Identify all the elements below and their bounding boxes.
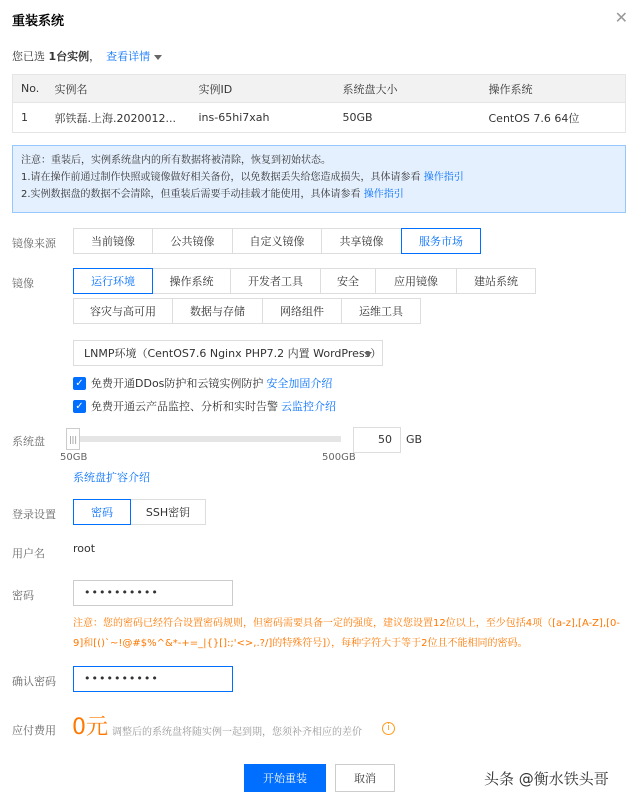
- disk-max-label: 500GB: [322, 452, 356, 463]
- chevron-down-icon[interactable]: [154, 55, 162, 60]
- image-category-row-2: [73, 298, 421, 324]
- fee-note: 调整后的系统盘将随实例一起到期，您须补齐相应的差价: [112, 727, 362, 738]
- image-source-marketplace[interactable]: 服务市场: [401, 228, 481, 254]
- guide-link-1[interactable]: 操作指引: [423, 172, 464, 183]
- username-value: root: [73, 542, 96, 555]
- category-ops-tools[interactable]: 运维工具: [341, 298, 421, 324]
- monitor-option: [73, 398, 336, 414]
- category-website[interactable]: 建站系统: [456, 268, 536, 294]
- col-header-os: 操作系统: [481, 75, 626, 103]
- image-source-group: [73, 228, 481, 254]
- guide-link-2[interactable]: 操作指引: [363, 189, 404, 200]
- table-row: [13, 103, 626, 133]
- notice-line-3: 2.实例数据盘的数据不会清除，但重装后需要手动挂载才能使用，具体请参看 操作指引: [21, 189, 404, 200]
- category-os[interactable]: 操作系统: [152, 268, 231, 294]
- category-security[interactable]: 安全: [320, 268, 376, 294]
- image-source-current[interactable]: 当前镜像: [73, 228, 153, 254]
- disk-expand-link[interactable]: 系统盘扩容介绍: [73, 471, 150, 484]
- cell-disk: 50GB: [335, 103, 481, 133]
- category-devtools[interactable]: 开发者工具: [230, 268, 321, 294]
- chevron-down-icon: [364, 352, 372, 357]
- category-runtime[interactable]: 运行环境: [73, 268, 153, 294]
- selection-suffix: ，: [89, 50, 101, 63]
- image-source-shared[interactable]: 共享镜像: [321, 228, 402, 254]
- notice-line-1: 注意：重装后，实例系统盘内的所有数据将被清除，恢复到初始状态。: [21, 155, 331, 166]
- monitor-intro-link[interactable]: 云监控介绍: [281, 400, 336, 413]
- login-password-option[interactable]: 密码: [73, 499, 131, 525]
- disk-min-label: 50GB: [60, 452, 88, 463]
- table-header-row: [13, 75, 626, 103]
- category-data-storage[interactable]: 数据与存储: [172, 298, 263, 324]
- image-source-label: 镜像来源: [12, 237, 56, 250]
- password-strength-warning: 注意：您的密码已经符合设置密码规则，但密码需要具备一定的强度，建议您设置12位以上，至少包括4项（[a-z],[A-Z],[0-9]和[()`~!@#$%^&*-+=_|{}[]:;'<>,.?/]的特殊符号]），每种字符大于等于2位且不能相同的密码。: [73, 618, 620, 649]
- image-source-custom[interactable]: 自定义镜像: [232, 228, 322, 254]
- image-select[interactable]: [73, 340, 383, 366]
- login-method-group: [73, 499, 206, 525]
- dialog-title: 重装系统: [12, 14, 65, 29]
- col-header-no: No.: [13, 75, 47, 103]
- username-label: 用户名: [12, 547, 45, 560]
- info-icon[interactable]: i: [382, 722, 395, 735]
- disk-unit: GB: [406, 433, 423, 446]
- confirm-password-input[interactable]: ••••••••••: [73, 666, 233, 692]
- ddos-option-label: 免费开通DDos防护和云镜实例防护: [91, 377, 264, 390]
- image-source-public[interactable]: 公共镜像: [152, 228, 233, 254]
- warning-notice: [12, 145, 626, 213]
- login-settings-label: 登录设置: [12, 508, 56, 521]
- fee-label: 应付费用: [12, 724, 56, 737]
- disk-slider-handle[interactable]: |||: [66, 428, 80, 450]
- check-icon[interactable]: ✓: [73, 400, 86, 413]
- confirm-password-label: 确认密码: [12, 675, 56, 688]
- disk-size-input[interactable]: 50: [353, 427, 401, 453]
- start-reinstall-button[interactable]: 开始重装: [244, 764, 326, 792]
- disk-slider-track[interactable]: [73, 436, 341, 442]
- close-icon[interactable]: ✕: [614, 8, 628, 27]
- security-intro-link[interactable]: 安全加固介绍: [266, 377, 333, 390]
- image-category-row-1: [73, 268, 536, 294]
- cell-os: CentOS 7.6 64位: [481, 103, 626, 133]
- cancel-button[interactable]: 取消: [335, 764, 395, 792]
- col-header-id: 实例ID: [191, 75, 335, 103]
- col-header-name: 实例名: [47, 75, 191, 103]
- password-label: 密码: [12, 589, 34, 602]
- image-label: 镜像: [12, 277, 34, 290]
- cell-no: 1: [13, 103, 47, 133]
- cell-name: 郭铁磊.上海.2020012...: [47, 103, 191, 133]
- password-input[interactable]: ••••••••••: [73, 580, 233, 606]
- selection-prefix: 您已选: [12, 50, 49, 63]
- watermark: 头条 @衡水铁头哥: [484, 770, 609, 788]
- check-icon[interactable]: ✓: [73, 377, 86, 390]
- system-disk-label: 系统盘: [12, 435, 45, 448]
- category-disaster-recovery[interactable]: 容灾与高可用: [73, 298, 173, 324]
- selection-count: 1台实例: [48, 50, 90, 63]
- view-details-link[interactable]: 查看详情: [106, 50, 151, 63]
- monitor-option-label: 免费开通云产品监控、分析和实时告警: [91, 400, 278, 413]
- selection-summary: [12, 48, 162, 64]
- col-header-disk: 系统盘大小: [335, 75, 481, 103]
- category-network[interactable]: 网络组件: [262, 298, 342, 324]
- image-select-value: LNMP环境（CentOS7.6 Nginx PHP7.2 内置 WordPress）: [84, 347, 382, 360]
- ddos-option: [73, 375, 332, 391]
- fee-amount: 0元: [72, 715, 108, 740]
- cell-id: ins-65hi7xah: [191, 103, 335, 133]
- notice-line-2: 1.请在操作前通过制作快照或镜像做好相关备份，以免数据丢失给您造成损失，具体请参看 操作指引: [21, 172, 464, 183]
- login-ssh-option[interactable]: SSH密钥: [130, 499, 206, 525]
- instance-table: [12, 74, 626, 133]
- category-app-image[interactable]: 应用镜像: [375, 268, 457, 294]
